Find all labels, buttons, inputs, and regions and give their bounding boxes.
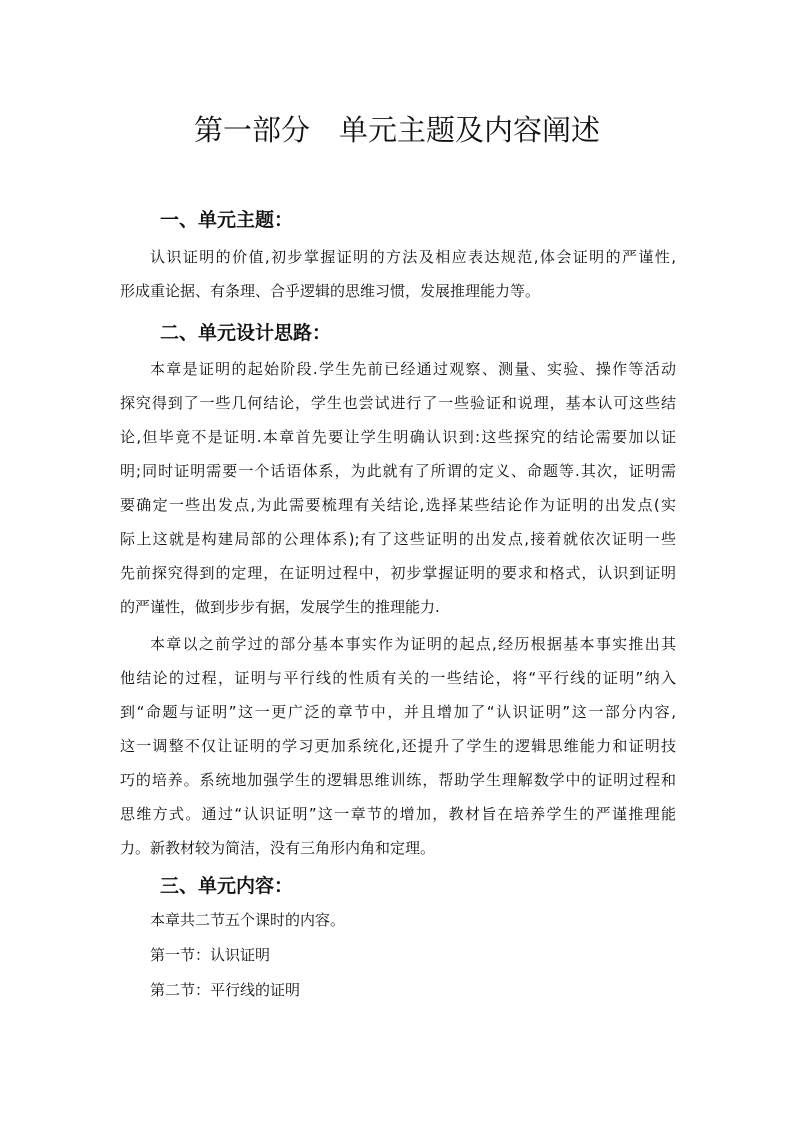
text-line: 认识证明的价值,初步掌握证明的方法及相应表达规范,体会证明的严谨性, — [150, 248, 676, 266]
text-line: 这一调整不仅让证明的学习更加系统化,还提升了学生的逻辑思维能力和证明技 — [120, 737, 676, 755]
text-line: 论,但毕竟不是证明.本章首先要让学生明确认识到:这些探究的结论需要加以证 — [120, 428, 676, 446]
text-line: 第二节：平行线的证明 — [150, 981, 301, 999]
text-line: 本章共二节五个课时的内容。 — [150, 911, 346, 929]
text-line: 他结论的过程，证明与平行线的性质有关的一些结论，将“平行线的证明”纳入 — [120, 669, 676, 687]
text-line: 巧的培养。系统地加强学生的逻辑思维训练，帮助学生理解数学中的证明过程和 — [120, 771, 676, 789]
text-line: 际上这就是构建局部的公理体系);有了这些证明的出发点,接着就依次证明一些 — [120, 530, 676, 548]
text-line: 本章以之前学过的部分基本事实作为证明的起点,经历根据基本事实推出其 — [150, 635, 676, 653]
text-line: 要确定一些出发点,为此需要梳理有关结论,选择某些结论作为证明的出发点(实 — [120, 496, 676, 514]
text-line: 形成重论据、有条理、合乎逻辑的思维习惯，发展推理能力等。 — [120, 282, 541, 300]
paragraph-design-idea-2 — [120, 627, 676, 865]
text-line: 的严谨性，做到步步有据，发展学生的推理能力. — [120, 598, 440, 616]
section-heading-design-idea: 二、单元设计思路： — [160, 322, 332, 344]
text-line: 先前探究得到的定理，在证明过程中，初步掌握证明的要求和格式，认识到证明 — [120, 564, 676, 582]
text-line: 本章是证明的起始阶段.学生先前已经通过观察、测量、实验、操作等活动 — [150, 360, 676, 378]
text-line: 思维方式。通过“认识证明”这一章节的增加，教材旨在培养学生的严谨推理能 — [120, 805, 676, 823]
text-line: 第一节：认识证明 — [150, 946, 271, 964]
section-heading-unit-theme: 一、单元主题： — [160, 209, 294, 231]
text-line: 力。新教材较为简洁，没有三角形内角和定理。 — [120, 839, 436, 857]
section-heading-unit-content: 三、单元内容： — [160, 875, 294, 897]
paragraph-unit-theme — [120, 240, 676, 308]
text-line: 明;同时证明需要一个话语体系，为此就有了所谓的定义、命题等.其次，证明需 — [120, 462, 676, 480]
paragraph-design-idea-1 — [120, 352, 676, 624]
page-title: 第一部分 单元主题及内容阐述 — [193, 113, 600, 147]
text-line: 探究得到了一些几何结论，学生也尝试进行了一些验证和说理，基本认可这些结 — [120, 394, 676, 412]
text-line: 到“命题与证明”这一更广泛的章节中，并且增加了“认识证明”这一部分内容, — [120, 703, 676, 721]
